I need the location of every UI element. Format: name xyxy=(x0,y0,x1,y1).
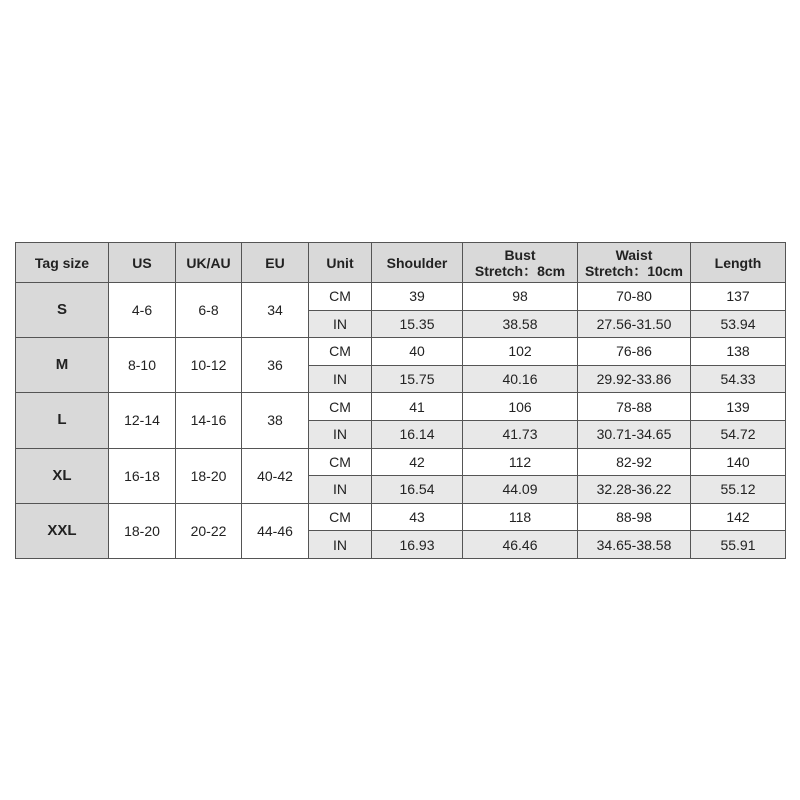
us-size-cell: 8-10 xyxy=(109,338,176,393)
shoulder-cell: 15.35 xyxy=(372,310,463,338)
header-waist xyxy=(578,243,691,283)
unit-cell: CM xyxy=(309,503,372,531)
table-row xyxy=(16,503,786,531)
shoulder-cell: 15.75 xyxy=(372,365,463,393)
bust-cell: 41.73 xyxy=(463,420,578,448)
unit-cell: IN xyxy=(309,420,372,448)
waist-cell: 27.56-31.50 xyxy=(578,310,691,338)
waist-cell: 29.92-33.86 xyxy=(578,365,691,393)
length-cell: 55.12 xyxy=(691,476,786,504)
header-bust-stretch: Stretch：8cm xyxy=(474,262,566,279)
header-bust xyxy=(463,243,578,283)
header-waist-label: Waist xyxy=(615,246,653,263)
header-ukau: UK/AU xyxy=(176,243,242,283)
waist-cell: 32.28-36.22 xyxy=(578,476,691,504)
header-length: Length xyxy=(691,243,786,283)
header-waist-stretch: Stretch：10cm xyxy=(584,262,684,279)
shoulder-cell: 40 xyxy=(372,338,463,366)
shoulder-cell: 39 xyxy=(372,283,463,311)
header-bust-label: Bust xyxy=(504,246,536,263)
tag-size-cell: M xyxy=(16,338,109,393)
table-row xyxy=(16,393,786,421)
shoulder-cell: 16.93 xyxy=(372,531,463,559)
bust-cell: 38.58 xyxy=(463,310,578,338)
bust-cell: 106 xyxy=(463,393,578,421)
header-row xyxy=(16,243,786,283)
us-size-cell: 18-20 xyxy=(109,503,176,558)
shoulder-cell: 42 xyxy=(372,448,463,476)
header-shoulder: Shoulder xyxy=(372,243,463,283)
bust-cell: 44.09 xyxy=(463,476,578,504)
ukau-size-cell: 20-22 xyxy=(176,503,242,558)
eu-size-cell: 38 xyxy=(242,393,309,448)
waist-cell: 70-80 xyxy=(578,283,691,311)
bust-cell: 46.46 xyxy=(463,531,578,559)
unit-cell: IN xyxy=(309,310,372,338)
us-size-cell: 4-6 xyxy=(109,283,176,338)
table-row xyxy=(16,283,786,311)
bust-cell: 102 xyxy=(463,338,578,366)
bust-cell: 40.16 xyxy=(463,365,578,393)
shoulder-cell: 16.54 xyxy=(372,476,463,504)
size-chart-table xyxy=(15,242,786,559)
unit-cell: CM xyxy=(309,338,372,366)
eu-size-cell: 36 xyxy=(242,338,309,393)
length-cell: 138 xyxy=(691,338,786,366)
header-eu: EU xyxy=(242,243,309,283)
table-row xyxy=(16,338,786,366)
waist-cell: 88-98 xyxy=(578,503,691,531)
length-cell: 55.91 xyxy=(691,531,786,559)
unit-cell: IN xyxy=(309,476,372,504)
waist-cell: 34.65-38.58 xyxy=(578,531,691,559)
unit-cell: CM xyxy=(309,393,372,421)
tag-size-cell: S xyxy=(16,283,109,338)
header-tag-size: Tag size xyxy=(16,243,109,283)
unit-cell: CM xyxy=(309,448,372,476)
length-cell: 54.72 xyxy=(691,420,786,448)
waist-cell: 78-88 xyxy=(578,393,691,421)
tag-size-cell: XXL xyxy=(16,503,109,558)
length-cell: 137 xyxy=(691,283,786,311)
bust-cell: 112 xyxy=(463,448,578,476)
tag-size-cell: L xyxy=(16,393,109,448)
waist-cell: 76-86 xyxy=(578,338,691,366)
shoulder-cell: 16.14 xyxy=(372,420,463,448)
header-us: US xyxy=(109,243,176,283)
us-size-cell: 16-18 xyxy=(109,448,176,503)
waist-cell: 82-92 xyxy=(578,448,691,476)
tag-size-cell: XL xyxy=(16,448,109,503)
ukau-size-cell: 18-20 xyxy=(176,448,242,503)
length-cell: 53.94 xyxy=(691,310,786,338)
ukau-size-cell: 14-16 xyxy=(176,393,242,448)
table-row xyxy=(16,448,786,476)
length-cell: 54.33 xyxy=(691,365,786,393)
eu-size-cell: 34 xyxy=(242,283,309,338)
us-size-cell: 12-14 xyxy=(109,393,176,448)
shoulder-cell: 43 xyxy=(372,503,463,531)
length-cell: 142 xyxy=(691,503,786,531)
length-cell: 139 xyxy=(691,393,786,421)
unit-cell: CM xyxy=(309,283,372,311)
ukau-size-cell: 10-12 xyxy=(176,338,242,393)
bust-cell: 118 xyxy=(463,503,578,531)
eu-size-cell: 44-46 xyxy=(242,503,309,558)
header-unit: Unit xyxy=(309,243,372,283)
eu-size-cell: 40-42 xyxy=(242,448,309,503)
waist-cell: 30.71-34.65 xyxy=(578,420,691,448)
unit-cell: IN xyxy=(309,531,372,559)
bust-cell: 98 xyxy=(463,283,578,311)
length-cell: 140 xyxy=(691,448,786,476)
shoulder-cell: 41 xyxy=(372,393,463,421)
ukau-size-cell: 6-8 xyxy=(176,283,242,338)
unit-cell: IN xyxy=(309,365,372,393)
